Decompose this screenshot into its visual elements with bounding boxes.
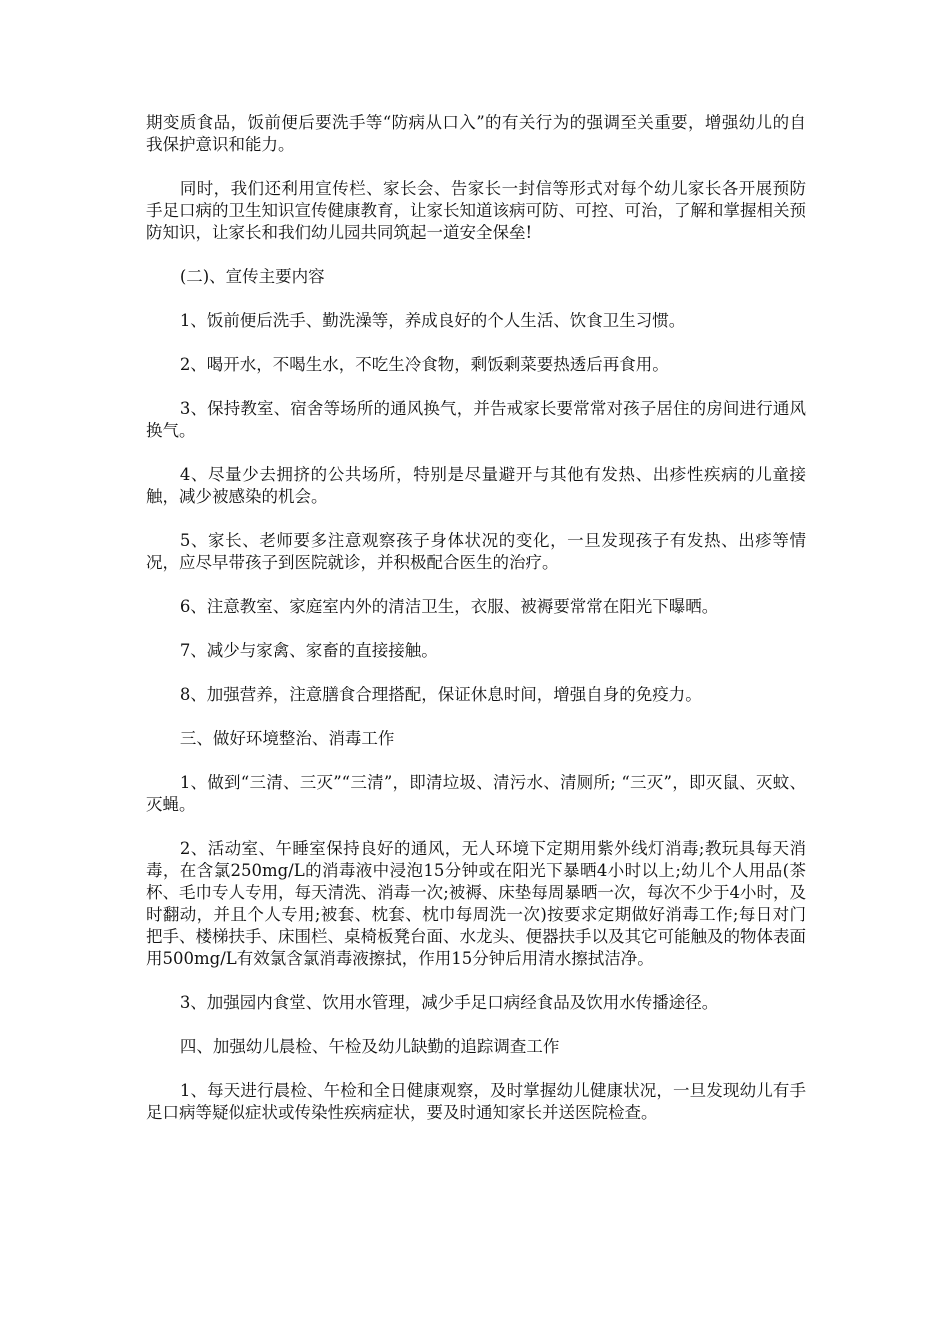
list-item-8: 8、加强营养，注意膳食合理搭配，保证休息时间，增强自身的免疫力。 — [179, 685, 702, 704]
health-check-item-1: 1、每天进行晨检、午检和全日健康观察，及时掌握幼儿健康状况，一旦发现幼儿有手足口病等疑似症状或传染性疾病症状，要及时通知家长并送医院检查。 — [146, 1081, 806, 1122]
paragraph-parent-education: 同时，我们还利用宣传栏、家长会、告家长一封信等形式对每个幼儿家长各开展预防手足口病的卫生知识宣传健康教育，让家长知道该病可防、可控、可治，了解和掌握相关预防知识，让家长和我们幼儿园共同筑起一道安全保垒! — [146, 179, 806, 242]
list-item-4: 4、尽量少去拥挤的公共场所，特别是尽量避开与其他有发热、出疹性疾病的儿童接触，减少被感染的机会。 — [146, 465, 806, 506]
section-heading-health-checks: 四、加强幼儿晨检、午检及幼儿缺勤的追踪调查工作 — [179, 1037, 560, 1056]
list-item-5: 5、家长、老师要多注意观察孩子身体状况的变化，一旦发现孩子有发热、出疹等情况，应尽早带孩子到医院就诊，并积极配合医生的治疗。 — [146, 531, 806, 572]
disinfection-item-2: 2、活动室、午睡室保持良好的通风，无人环境下定期用紫外线灯消毒;教玩具每天消毒，在含氯250mg/L的消毒液中浸泡15分钟或在阳光下暴晒4小时以上;幼儿个人用品(茶杯、毛巾专人专用，每天清洗、消毒一次;被褥、床垫每周暴晒一次，每次不少于4小时，及时翻动，并且个人专用;被套、枕套、枕巾每周洗一次)按要求定期做好消毒工作;每日对门把手、楼梯扶手、床围栏、桌椅板凳台面、水龙头、便器扶手以及其它可能触及的物体表面用500mg/L有效氯含氯消毒液擦拭，作用15分钟后用清水擦拭洁净。 — [146, 839, 806, 968]
list-item-2: 2、喝开水，不喝生水，不吃生冷食物，剩饭剩菜要热透后再食用。 — [179, 355, 669, 374]
list-item-1: 1、饭前便后洗手、勤洗澡等，养成良好的个人生活、饮食卫生习惯。 — [179, 311, 686, 330]
list-item-6: 6、注意教室、家庭室内外的清洁卫生，衣服、被褥要常常在阳光下曝晒。 — [179, 597, 719, 616]
disinfection-item-3: 3、加强园内食堂、饮用水管理，减少手足口病经食品及饮用水传播途径。 — [179, 993, 719, 1012]
disinfection-item-1: 1、做到“三清、三灭”“三清”，即清垃圾、清污水、清厕所; “三灭”，即灭鼠、灭蚊、灭蝇。 — [146, 773, 806, 814]
list-item-3: 3、保持教室、宿舍等场所的通风换气，并告戒家长要常常对孩子居住的房间进行通风换气。 — [146, 399, 806, 440]
list-item-7: 7、减少与家禽、家畜的直接接触。 — [179, 641, 438, 660]
section-heading-publicity-content: (二)、宣传主要内容 — [179, 267, 325, 286]
document-body — [146, 112, 806, 1146]
paragraph-continuation: 期变质食品，饭前便后要洗手等“防病从口入”的有关行为的强调至关重要，增强幼儿的自我保护意识和能力。 — [146, 113, 806, 154]
section-heading-disinfection: 三、做好环境整治、消毒工作 — [179, 729, 395, 748]
